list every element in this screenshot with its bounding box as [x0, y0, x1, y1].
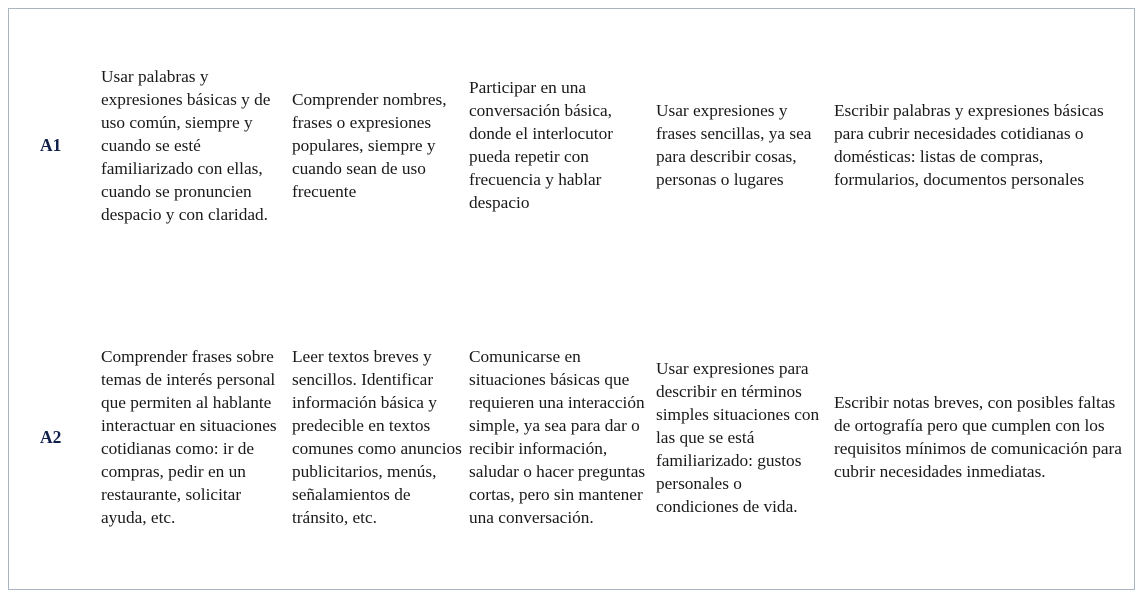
- table-cell: [101, 320, 286, 554]
- cell-text: Escribir notas breves, con posibles faltas de ortografía pero que cumplen con los requisitos mínimos de comunicación para cubrir necesidades inmediatas.: [834, 393, 1122, 481]
- level-label-a2: [40, 320, 90, 554]
- cell-text: Leer textos breves y sencillos. Identificar información básica y predecible en textos comunes como anuncios publicitarios, menús, señalamientos de tránsito, etc.: [292, 347, 462, 527]
- cell-text: Participar en una conversación básica, donde el interlocutor pueda repetir con frecuencia y hablar despacio: [469, 78, 613, 212]
- cell-text: Escribir palabras y expresiones básicas para cubrir necesidades cotidianas o domésticas: listas de compras, formularios, documentos personales: [834, 101, 1104, 189]
- cell-text: Comunicarse en situaciones básicas que requieren una interacción simple, ya sea para dar o recibir información, saludar o hacer preguntas cortas, pero sin mantener una conversación.: [469, 347, 646, 527]
- table-cell: [469, 320, 651, 554]
- table-cell: [834, 320, 1130, 554]
- level-text: A2: [40, 426, 62, 447]
- cell-text: Usar palabras y expresiones básicas y de uso común, siempre y cuando se esté familiarizado con ellas, cuando se pronuncien despacio y con claridad.: [101, 66, 271, 224]
- level-label-a1: [40, 52, 90, 238]
- cell-text: Usar expresiones y frases sencillas, ya sea para describir cosas, personas o lugares: [656, 101, 812, 189]
- level-text: A1: [40, 134, 62, 155]
- cell-text: Comprender nombres, frases o expresiones populares, siempre y cuando sean de uso frecuente: [292, 89, 447, 201]
- table-cell: [834, 52, 1130, 238]
- table-cell: [101, 52, 286, 238]
- table-cell: [292, 320, 464, 554]
- table-cell: [656, 52, 828, 238]
- table-cell: [656, 320, 828, 554]
- cell-text: Usar expresiones para describir en términos simples situaciones con las que se está familiarizado: gustos personales o condiciones de vida.: [656, 358, 820, 516]
- table-cell: [469, 52, 651, 238]
- cell-text: Comprender frases sobre temas de interés personal que permiten al hablante interactuar en situaciones cotidianas como: ir de compras, pedir en un restaurante, solicitar ayuda, etc.: [101, 347, 277, 527]
- table-cell: [292, 52, 464, 238]
